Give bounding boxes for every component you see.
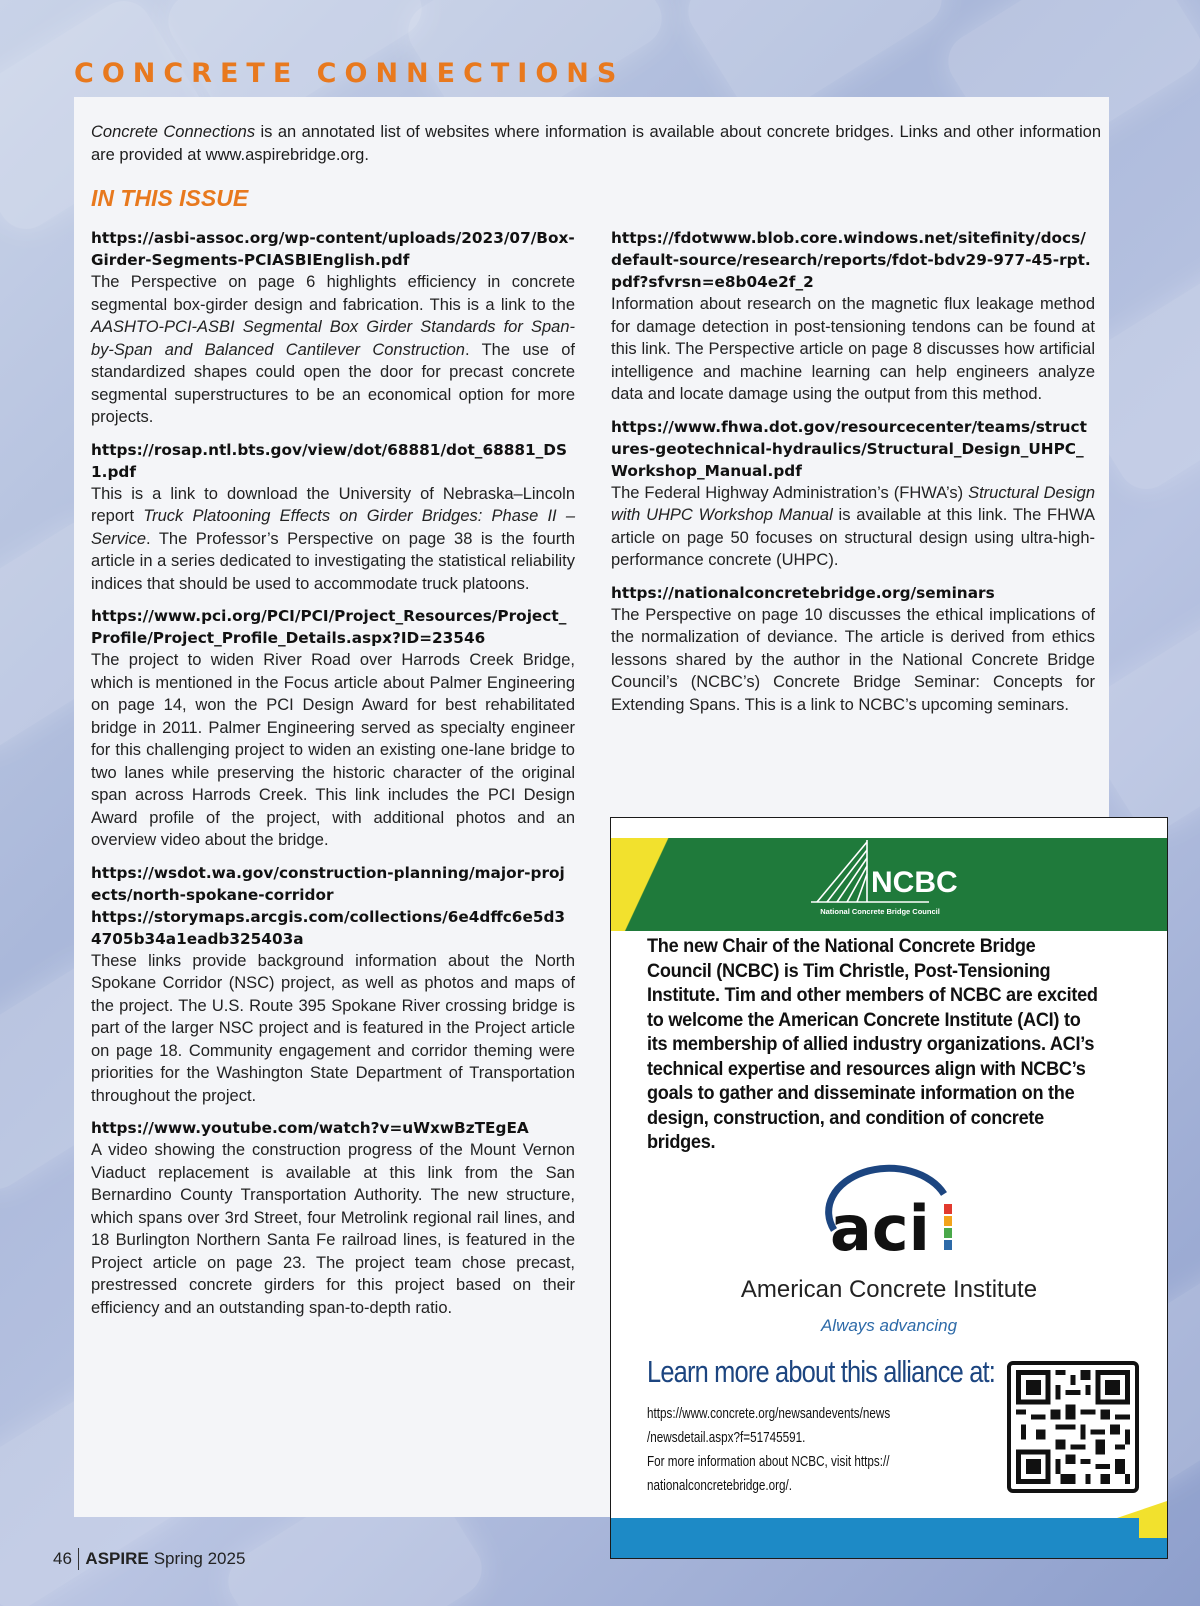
ncbc-logo-text: NCBC bbox=[871, 866, 958, 899]
link-url-secondary[interactable]: https://storymaps.arcgis.com/collections/6e4dffc6e5d34705b34a1eadb325403a bbox=[91, 907, 566, 948]
link-entry-fhwa bbox=[611, 416, 1095, 572]
link-url[interactable]: https://fdotwww.blob.core.windows.net/sitefinity/docs/default-source/research/reports/fdot-bdv29-977-45-rpt.pdf?sfvrsn=e8b04e2f_2 bbox=[611, 229, 1091, 291]
ad-link-line[interactable]: https://www.concrete.org/newsandevents/news bbox=[647, 1405, 891, 1422]
link-entry-rosap bbox=[91, 439, 575, 596]
link-entry-fdot bbox=[611, 227, 1095, 406]
ad-blue-footer bbox=[611, 1518, 1167, 1558]
link-description: This is a link to download the University of Nebraska–Lincoln report Truck Platooning Effects on Girder Bridges: Phase II – Service. The Professor’s Perspective on page 38 is the fourth article in a series dedicated to investigating the statistical reliability indices that should be used to accommodate truck platoons. bbox=[91, 484, 575, 593]
link-url[interactable]: https://www.fhwa.dot.gov/resourcecenter/teams/structures-geotechnical-hydraulics/Structural_Design_UHPC_Workshop_Manual.pdf bbox=[611, 417, 1087, 480]
section-title: CONCRETE CONNECTIONS bbox=[74, 58, 625, 89]
ncbc-bridge-logo-icon bbox=[809, 836, 959, 908]
page-footer bbox=[53, 1548, 245, 1570]
link-url[interactable]: https://rosap.ntl.bts.gov/view/dot/68881/dot_68881_DS1.pdf bbox=[91, 440, 568, 481]
intro-text: is an annotated list of websites where information is available about concrete bridges. Links and other information are provided at www.aspirebridge.org. bbox=[91, 123, 1102, 164]
link-url[interactable]: https://wsdot.wa.gov/construction-planning/major-projects/north-spokane-corridor bbox=[91, 863, 565, 904]
aci-tagline: Always advancing bbox=[820, 1316, 958, 1335]
page-number: 46 bbox=[53, 1549, 72, 1568]
learn-more-heading: Learn more about this alliance at: bbox=[647, 1354, 996, 1389]
link-url[interactable]: https://asbi-assoc.org/wp-content/uploads/2023/07/Box-Girder-Segments-PCIASBIEnglish.pdf bbox=[91, 229, 575, 269]
link-description: A video showing the construction progress of the Mount Vernon Viaduct replacement is available at this link from the San Bernardino County Transportation Authority. The new structure, which spans over 3rd Street, four Metrolink regional rail lines, and 18 Burlington Northern Santa Fe railroad lines, is featured in the Project article on page 23. The project team chose precast, prestressed concrete girders for this project based on their efficiency and an outstanding span-to-depth ratio. bbox=[91, 1141, 575, 1317]
link-description: The project to widen River Road over Harrods Creek Bridge, which is mentioned in the Focus article about Palmer Engineering on page 14, won the PCI Design Award for best rehabilitated bridge in 2011. Palmer Engineering served as specialty engineer for this challenging project to widen an existing one-lane bridge to two lanes while preserving the historic character of the original span across Harrods Creek. This link includes the PCI Design Award profile of the project, with additional photos and an overview video about the bridge. bbox=[91, 651, 575, 849]
in-this-issue-heading: IN THIS ISSUE bbox=[91, 185, 249, 211]
qr-code-icon[interactable] bbox=[1007, 1361, 1139, 1493]
ad-link-line[interactable]: nationalconcretebridge.org/. bbox=[647, 1477, 793, 1494]
ad-announcement-text: The new Chair of the National Concrete Bridge Council (NCBC) is Tim Christle, Post-Tensioning Institute. Tim and other members of NCBC are excited to welcome the American Concrete Institute (ACI) to its membership of allied industry organizations. ACI’s technical expertise and resources align with NCBC’s goals to gather and disseminate information on the design, construction, and condition of concrete bridges. bbox=[647, 935, 1098, 1153]
ncbc-advertisement bbox=[610, 817, 1168, 1559]
link-url[interactable]: https://www.pci.org/PCI/PCI/Project_Resources/Project_Profile/Project_Profile_Details.aspx?ID=23546 bbox=[91, 607, 567, 647]
link-description: These links provide background information about the North Spokane Corridor (NSC) project, as well as photos and maps of the project. The U.S. Route 395 Spokane River crossing bridge is part of the larger NSC project and is featured in the Project article on page 18. Community engagement and corridor theming were priorities for the Washington State Department of Transportation throughout the project. bbox=[91, 951, 575, 1105]
ad-link-line[interactable]: /newsdetail.aspx?f=51745591. bbox=[647, 1429, 806, 1446]
ad-links bbox=[647, 1402, 943, 1498]
ncbc-full-name: National Concrete Bridge Council bbox=[820, 907, 940, 916]
link-description: Information about research on the magnetic flux leakage method for damage detection in post-tensioning tendons can be found at this link. The Perspective article on page 8 discusses how artificial intelligence and machine learning can help engineers analyze data and locate damage using the output from this method. bbox=[611, 295, 1095, 403]
intro-lead: Concrete Connections bbox=[91, 123, 256, 141]
aci-logo-text: aci bbox=[830, 1192, 930, 1265]
link-description: The Federal Highway Administration’s (FHWA’s) Structural Design with UHPC Workshop Manual is available at this link. The FHWA article on page 50 focuses on structural design using ultra-high-performance concrete (UHPC). bbox=[611, 483, 1095, 569]
left-column bbox=[91, 227, 575, 1329]
aci-logo-icon bbox=[804, 1160, 974, 1270]
link-url[interactable]: https://www.youtube.com/watch?v=uWxwBzTEgEA bbox=[91, 1119, 529, 1137]
link-description: The Perspective on page 10 discusses the ethical implications of the normalization of deviance. The article is derived from ethics lessons shared by the author in the National Concrete Bridge Council’s (NCBC’s) Concrete Bridge Seminar: Concepts for Extending Spans. This is a link to NCBC’s upcoming seminars. bbox=[611, 605, 1095, 714]
link-entry-ncbc-seminars bbox=[611, 582, 1095, 717]
link-description: The Perspective on page 6 highlights efficiency in concrete segmental box-girder design and fabrication. This is a link to the AASHTO-PCI-ASBI Segmental Box Girder Standards for Span-by-Span and Balanced Cantilever Construction. The use of standardized shapes could open the door for precast concrete segmental superstructures to be an economical option for more projects. bbox=[91, 273, 575, 426]
magazine-name: ASPIRE bbox=[85, 1549, 149, 1568]
footer-divider bbox=[78, 1548, 80, 1570]
aci-name: American Concrete Institute bbox=[740, 1276, 1038, 1303]
link-entry-wsdot bbox=[91, 862, 575, 1108]
link-entry-youtube bbox=[91, 1117, 575, 1319]
intro-paragraph bbox=[91, 121, 1101, 167]
link-entry-pci bbox=[91, 605, 575, 852]
ad-yellow-accent bbox=[611, 838, 671, 931]
link-entry-asbi bbox=[91, 227, 575, 429]
right-column bbox=[611, 227, 1095, 726]
issue-date: Spring 2025 bbox=[153, 1549, 246, 1568]
ad-link-line: For more information about NCBC, visit https:// bbox=[647, 1453, 890, 1470]
link-url[interactable]: https://nationalconcretebridge.org/seminars bbox=[611, 583, 995, 602]
